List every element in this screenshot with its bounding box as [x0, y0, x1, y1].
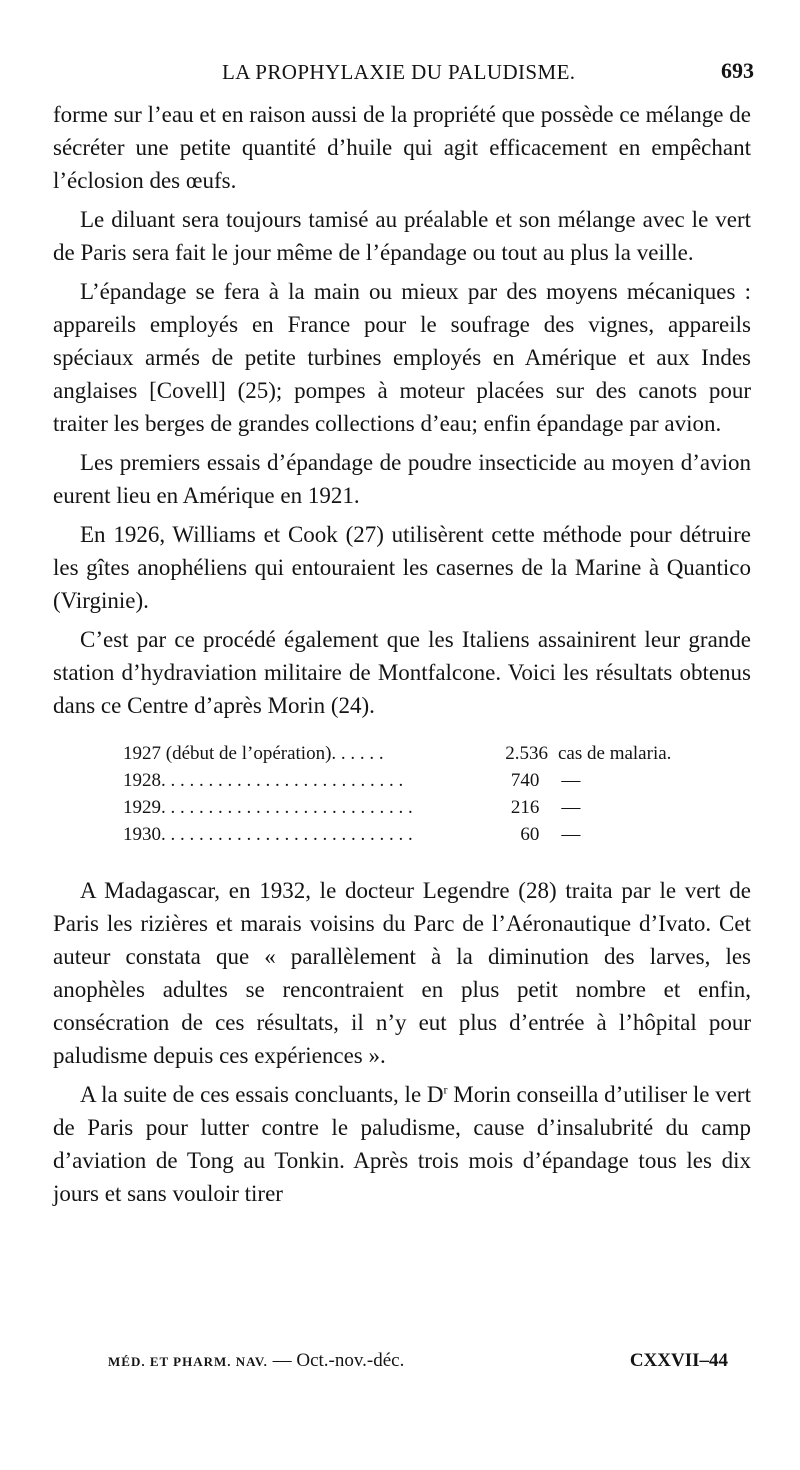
year-label: 1927 (début de l’opération). . . . . . — [123, 743, 384, 764]
year-label: 1928. . . . . . . . . . . . . . . . . . . . . . . . . . — [123, 770, 404, 791]
ditto-dash: — — [561, 797, 581, 818]
journal-citation — [108, 1350, 404, 1372]
paragraph-6: C’est par ce procédé également que les Italiens assainirent leur grande station d’hydraviation militaire de Montfalcone. Voici les résultats obtenus dans ce Centre d’après Morin (24). — [53, 627, 751, 718]
case-count: 60 — [520, 824, 540, 845]
paragraph-8-start: A la suite de ces essais concluants, le D — [80, 1082, 444, 1107]
ditto-dash: — — [561, 770, 581, 791]
table-row — [123, 740, 723, 767]
paragraph-2: Le diluant sera toujours tamisé au préalable et son mélange avec le vert de Paris sera fait le jour même de l’épandage ou tout au plus la veille. — [53, 207, 751, 265]
paragraph-5: En 1926, Williams et Cook (27) utilisèrent cette méthode pour détruire les gîtes anophéliens qui entouraient les casernes de la Marine à Quantico (Virginie). — [53, 522, 751, 613]
ditto-dash: — — [561, 824, 581, 845]
paragraph-8-end: Morin conseilla d’utiliser le vert de Paris pour lutter contre le paludisme, cause d’insalubrité du camp d’aviation de Tong au Tonkin. Après trois mois d’épandage tous les dix jours et sans vouloir tirer — [53, 1082, 751, 1206]
running-header — [0, 58, 800, 90]
journal-abbrev: MÉD. ET PHARM. NAV. — [108, 1354, 268, 1369]
doctor-superscript: r — [443, 1082, 448, 1097]
page-number: 693 — [721, 58, 754, 83]
table-row — [123, 821, 723, 848]
year-label: 1929. . . . . . . . . . . . . . . . . . . . . . . . . . . — [123, 797, 413, 818]
case-count: 216 — [510, 797, 540, 818]
paragraph-1: forme sur l’eau et en raison aussi de la propriété que possède ce mélange de sécréter une petite quantité d’huile qui agit efficacement en empêchant l’éclosion des œufs. — [53, 102, 751, 193]
running-title: LA PROPHYLAXIE DU PALUDISME. — [222, 60, 576, 84]
body-text — [53, 98, 751, 1216]
case-unit: cas de malaria. — [558, 743, 672, 764]
issue-date: Oct.-nov.-déc. — [296, 1350, 405, 1371]
paragraph-8 — [53, 1078, 751, 1210]
malaria-cases-table — [123, 740, 723, 848]
paragraph-3: L’épandage se fera à la main ou mieux par des moyens mécaniques : appareils employés en France pour le soufrage des vignes, appareils spéciaux armés de petite turbines employés en Amérique et aux Indes anglaises [Covell] (25); pompes à moteur placées sur des canots pour traiter les berges de grandes collections d’eau; enfin épandage par avion. — [53, 279, 751, 436]
paragraph-7: A Madagascar, en 1932, le docteur Legendre (28) traita par le vert de Paris les rizières et marais voisins du Parc de l’Aéronautique d’Ivato. Cet auteur constata que « parallèlement à la diminution des larves, les anophèles adultes se rencontraient en plus petit nombre et enfin, consécration de ces résultats, il n’y eut plus d’entrée à l’hôpital pour paludisme depuis ces expériences ». — [53, 878, 751, 1068]
paragraph-4: Les premiers essais d’épandage de poudre insecticide au moyen d’avion eurent lieu en Amérique en 1921. — [53, 450, 751, 508]
table-row — [123, 767, 723, 794]
year-label: 1930. . . . . . . . . . . . . . . . . . . . . . . . . . . — [123, 824, 413, 845]
case-count: 740 — [510, 770, 540, 791]
footer-dash: — — [267, 1350, 297, 1371]
table-row — [123, 794, 723, 821]
case-count: 2.536 — [505, 743, 548, 764]
page-footer — [108, 1350, 728, 1380]
volume-signature: CXXVII–44 — [629, 1350, 728, 1371]
